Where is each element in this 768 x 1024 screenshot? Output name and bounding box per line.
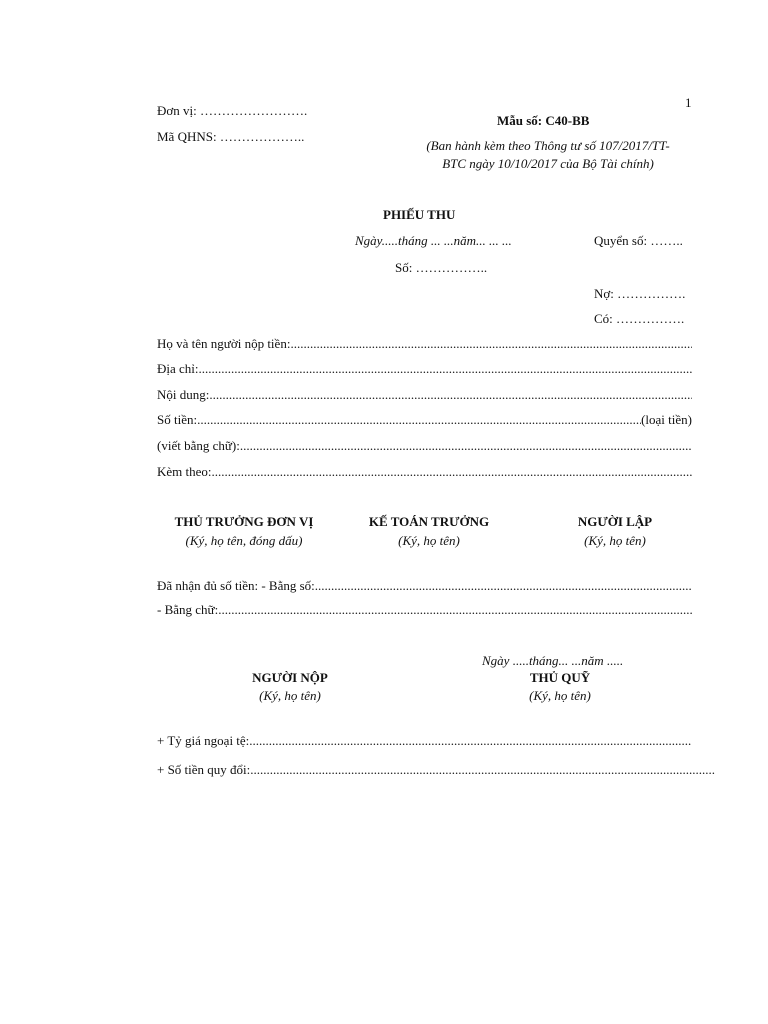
don-vi-field: Đơn vị: ……………………. <box>157 103 308 118</box>
signature-note-chief-accountant: (Ký, họ tên) <box>398 533 460 548</box>
amount-line <box>157 412 692 428</box>
received-amount-label: Đã nhận đủ số tiền: - Bằng số: <box>157 578 315 593</box>
currency-type-label: (loại tiền) <box>641 412 692 427</box>
amount-in-words-line <box>157 438 692 454</box>
signature-role-head: THỦ TRƯỞNG ĐƠN VỊ <box>174 514 314 529</box>
form-code: Mẫu số: C40-BB <box>497 113 590 128</box>
debit-account: Nợ: ……………. <box>594 286 686 301</box>
content-label: Nội dung: <box>157 387 210 402</box>
attachments-label: Kèm theo: <box>157 464 212 479</box>
converted-amount-label: + Số tiền quy đổi: <box>157 762 251 777</box>
book-number: Quyển số: …….. <box>594 233 683 248</box>
signature-note-preparer: (Ký, họ tên) <box>584 533 646 548</box>
cashier-date: Ngày .....tháng... ...năm ..... <box>482 653 624 668</box>
signature-role-chief-accountant: KẾ TOÁN TRƯỞNG <box>368 514 490 529</box>
ma-qhns-field: Mã QHNS: ……………….. <box>157 129 305 144</box>
exchange-rate-label: + Tỷ giá ngoại tệ: <box>157 733 250 748</box>
page-number: 1 <box>685 95 692 110</box>
document-title: PHIẾU THU <box>383 207 456 222</box>
signature-role-payer: NGƯỜI NỘP <box>252 670 328 685</box>
amount-in-words-label: (viết bằng chữ): <box>157 438 240 453</box>
received-words-label: - Bằng chữ: <box>157 602 219 617</box>
signature-note-head: (Ký, họ tên, đóng dấu) <box>185 533 303 548</box>
signature-role-preparer: NGƯỜI LẬP <box>577 514 653 529</box>
payer-name-label: Họ và tên người nộp tiền: <box>157 336 291 351</box>
address-line <box>157 361 692 377</box>
issue-date: Ngày.....tháng ... ...năm... ... ... <box>355 233 512 248</box>
signature-note-payer: (Ký, họ tên) <box>259 688 321 703</box>
received-amount-line <box>157 578 692 594</box>
amount-label: Số tiền: <box>157 412 198 427</box>
address-label: Địa chỉ: <box>157 361 199 376</box>
signature-note-cashier: (Ký, họ tên) <box>529 688 591 703</box>
converted-amount-line <box>157 762 715 778</box>
attachments-line <box>157 464 692 480</box>
exchange-rate-line <box>157 733 692 749</box>
received-words-line <box>157 602 692 618</box>
payer-name-line <box>157 336 692 352</box>
signature-role-cashier: THỦ QUỸ <box>529 670 591 685</box>
issuance-note-line-1: (Ban hành kèm theo Thông tư số 107/2017/TT- <box>426 138 670 153</box>
receipt-number: Số: …………….. <box>395 260 488 275</box>
credit-account: Có: ……………. <box>594 311 685 326</box>
content-line <box>157 387 692 403</box>
issuance-note-line-2: BTC ngày 10/10/2017 của Bộ Tài chính) <box>442 156 654 171</box>
